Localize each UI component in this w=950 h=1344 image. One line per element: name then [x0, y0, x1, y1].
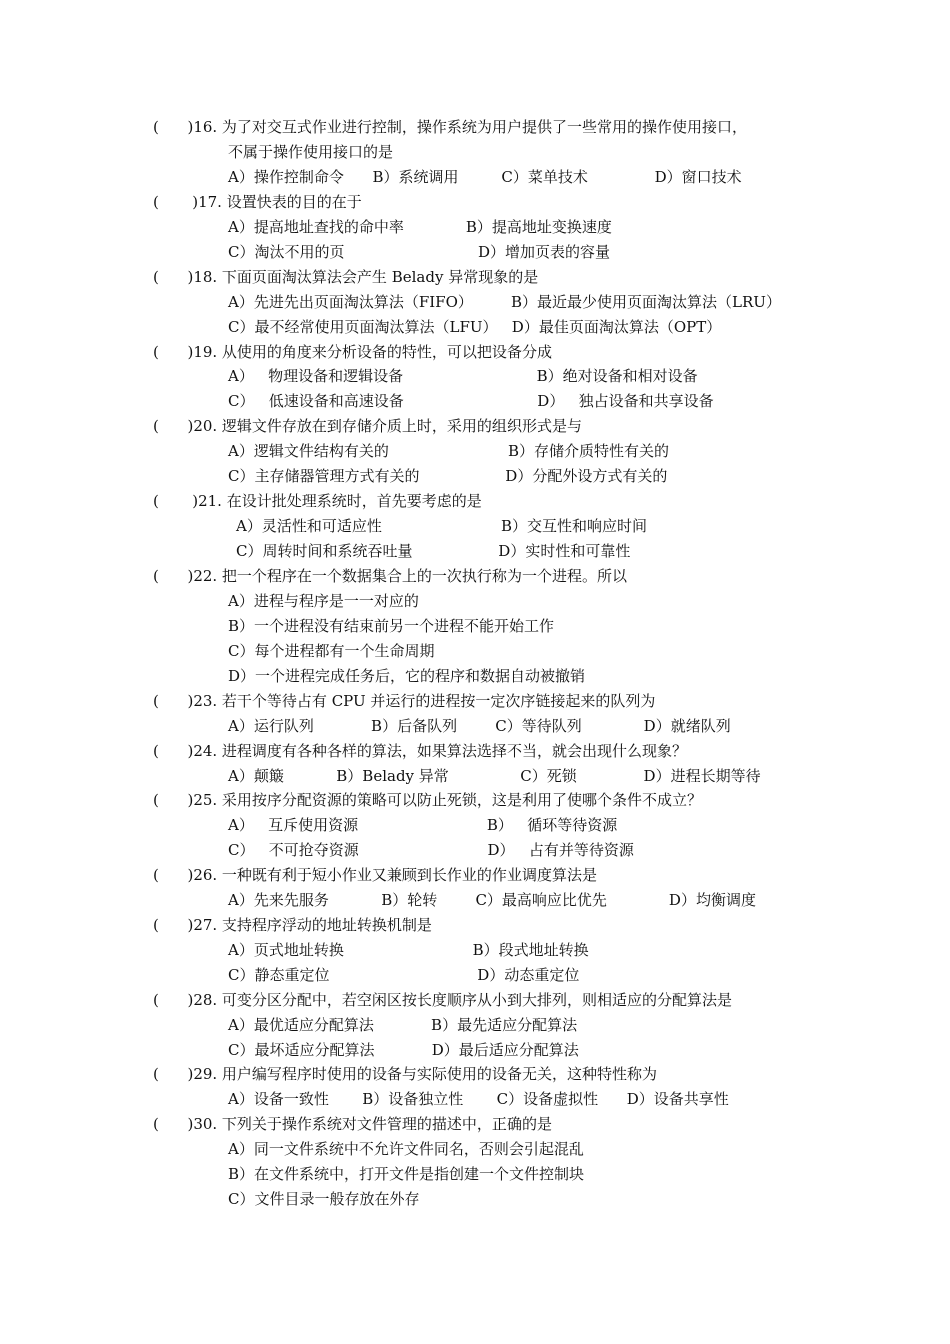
- question-17-options-row1: A）提高地址查找的命中率 B）提高地址变换速度: [228, 218, 612, 236]
- question-19-stem: ( )19. 从使用的角度来分析设备的特性，可以把设备分成: [153, 343, 552, 361]
- question-22-option-d: D）一个进程完成任务后，它的程序和数据自动被撤销: [228, 667, 586, 685]
- question-18-options-row2: C）最不经常使用页面淘汰算法（LFU） D）最佳页面淘汰算法（OPT）: [228, 318, 722, 336]
- question-18-stem: ( )18. 下面页面淘汰算法会产生 Belady 异常现象的是: [153, 268, 539, 286]
- question-22-stem: ( )22. 把一个程序在一个数据集合上的一次执行称为一个进程。所以: [153, 567, 627, 585]
- question-17-options-row2: C）淘汰不用的页 D）增加页表的容量: [228, 243, 611, 261]
- question-30-stem: ( )30. 下列关于操作系统对文件管理的描述中，正确的是: [153, 1115, 552, 1133]
- question-23-stem: ( )23. 若干个等待占有 CPU 并运行的进程按一定次序链接起来的队列为: [153, 692, 656, 710]
- question-30-option-a: A）同一文件系统中不允许文件同名，否则会引起混乱: [228, 1140, 584, 1158]
- question-30-option-c: C）文件目录一般存放在外存: [228, 1190, 420, 1208]
- question-16-stem: ( )16. 为了对交互式作业进行控制，操作系统为用户提供了一些常用的操作使用接口，: [153, 118, 747, 136]
- question-28-stem: ( )28. 可变分区分配中，若空闲区按长度顺序从小到大排列，则相适应的分配算法是: [153, 991, 732, 1009]
- question-24-stem: ( )24. 进程调度有各种各样的算法，如果算法选择不当，就会出现什么现象？: [153, 742, 687, 760]
- question-25-options-row1: A） 互斥使用资源 B） 循环等待资源: [228, 816, 618, 834]
- question-26-stem: ( )26. 一种既有利于短小作业又兼顾到长作业的作业调度算法是: [153, 866, 597, 884]
- question-16-stem-cont: 不属于操作使用接口的是: [228, 143, 394, 161]
- question-25-stem: ( )25. 采用按序分配资源的策略可以防止死锁，这是利用了使哪个条件不成立？: [153, 791, 702, 809]
- question-28-options-row2: C）最坏适应分配算法 D）最后适应分配算法: [228, 1041, 579, 1059]
- question-22-option-b: B）一个进程没有结束前另一个进程不能开始工作: [228, 617, 555, 635]
- question-20-options-row1: A）逻辑文件结构有关的 B）存储介质特性有关的: [228, 442, 670, 460]
- question-27-stem: ( )27. 支持程序浮动的地址转换机制是: [153, 916, 432, 934]
- question-29-options: A）设备一致性 B）设备独立性 C）设备虚拟性 D）设备共享性: [228, 1090, 729, 1108]
- question-21-options-row2: C）周转时间和系统吞吐量 D）实时性和可靠性: [236, 542, 631, 560]
- question-16-options: A）操作控制命令 B）系统调用 C）菜单技术 D）窗口技术: [228, 168, 742, 186]
- question-22-option-a: A）进程与程序是一一对应的: [228, 592, 419, 610]
- question-27-options-row1: A）页式地址转换 B）段式地址转换: [228, 941, 589, 959]
- question-22-option-c: C）每个进程都有一个生命周期: [228, 642, 435, 660]
- question-21-stem: ( )21. 在设计批处理系统时，首先要考虑的是: [153, 492, 482, 510]
- question-28-options-row1: A）最优适应分配算法 B）最先适应分配算法: [228, 1016, 578, 1034]
- question-24-options: A）颠簸 B）Belady 异常 C）死锁 D）进程长期等待: [228, 767, 761, 785]
- question-21-options-row1: A）灵活性和可适应性 B）交互性和响应时间: [236, 517, 648, 535]
- question-20-options-row2: C）主存储器管理方式有关的 D）分配外设方式有关的: [228, 467, 668, 485]
- question-19-options-row1: A） 物理设备和逻辑设备 B）绝对设备和相对设备: [228, 367, 698, 385]
- question-20-stem: ( )20. 逻辑文件存放在到存储介质上时，采用的组织形式是与: [153, 417, 582, 435]
- question-26-options: A）先来先服务 B）轮转 C）最高响应比优先 D）均衡调度: [228, 891, 756, 909]
- question-25-options-row2: C） 不可抢夺资源 D） 占有并等待资源: [228, 841, 634, 859]
- question-17-stem: ( )17. 设置快表的目的在于: [153, 193, 362, 211]
- question-30-option-b: B）在文件系统中，打开文件是指创建一个文件控制块: [228, 1165, 585, 1183]
- question-27-options-row2: C）静态重定位 D）动态重定位: [228, 966, 580, 984]
- question-29-stem: ( )29. 用户编写程序时使用的设备与实际使用的设备无关，这种特性称为: [153, 1065, 657, 1083]
- question-19-options-row2: C） 低速设备和高速设备 D） 独占设备和共享设备: [228, 392, 714, 410]
- question-23-options: A）运行队列 B）后备队列 C）等待队列 D）就绪队列: [228, 717, 731, 735]
- question-18-options-row1: A）先进先出页面淘汰算法（FIFO） B）最近最少使用页面淘汰算法（LRU）: [228, 293, 781, 311]
